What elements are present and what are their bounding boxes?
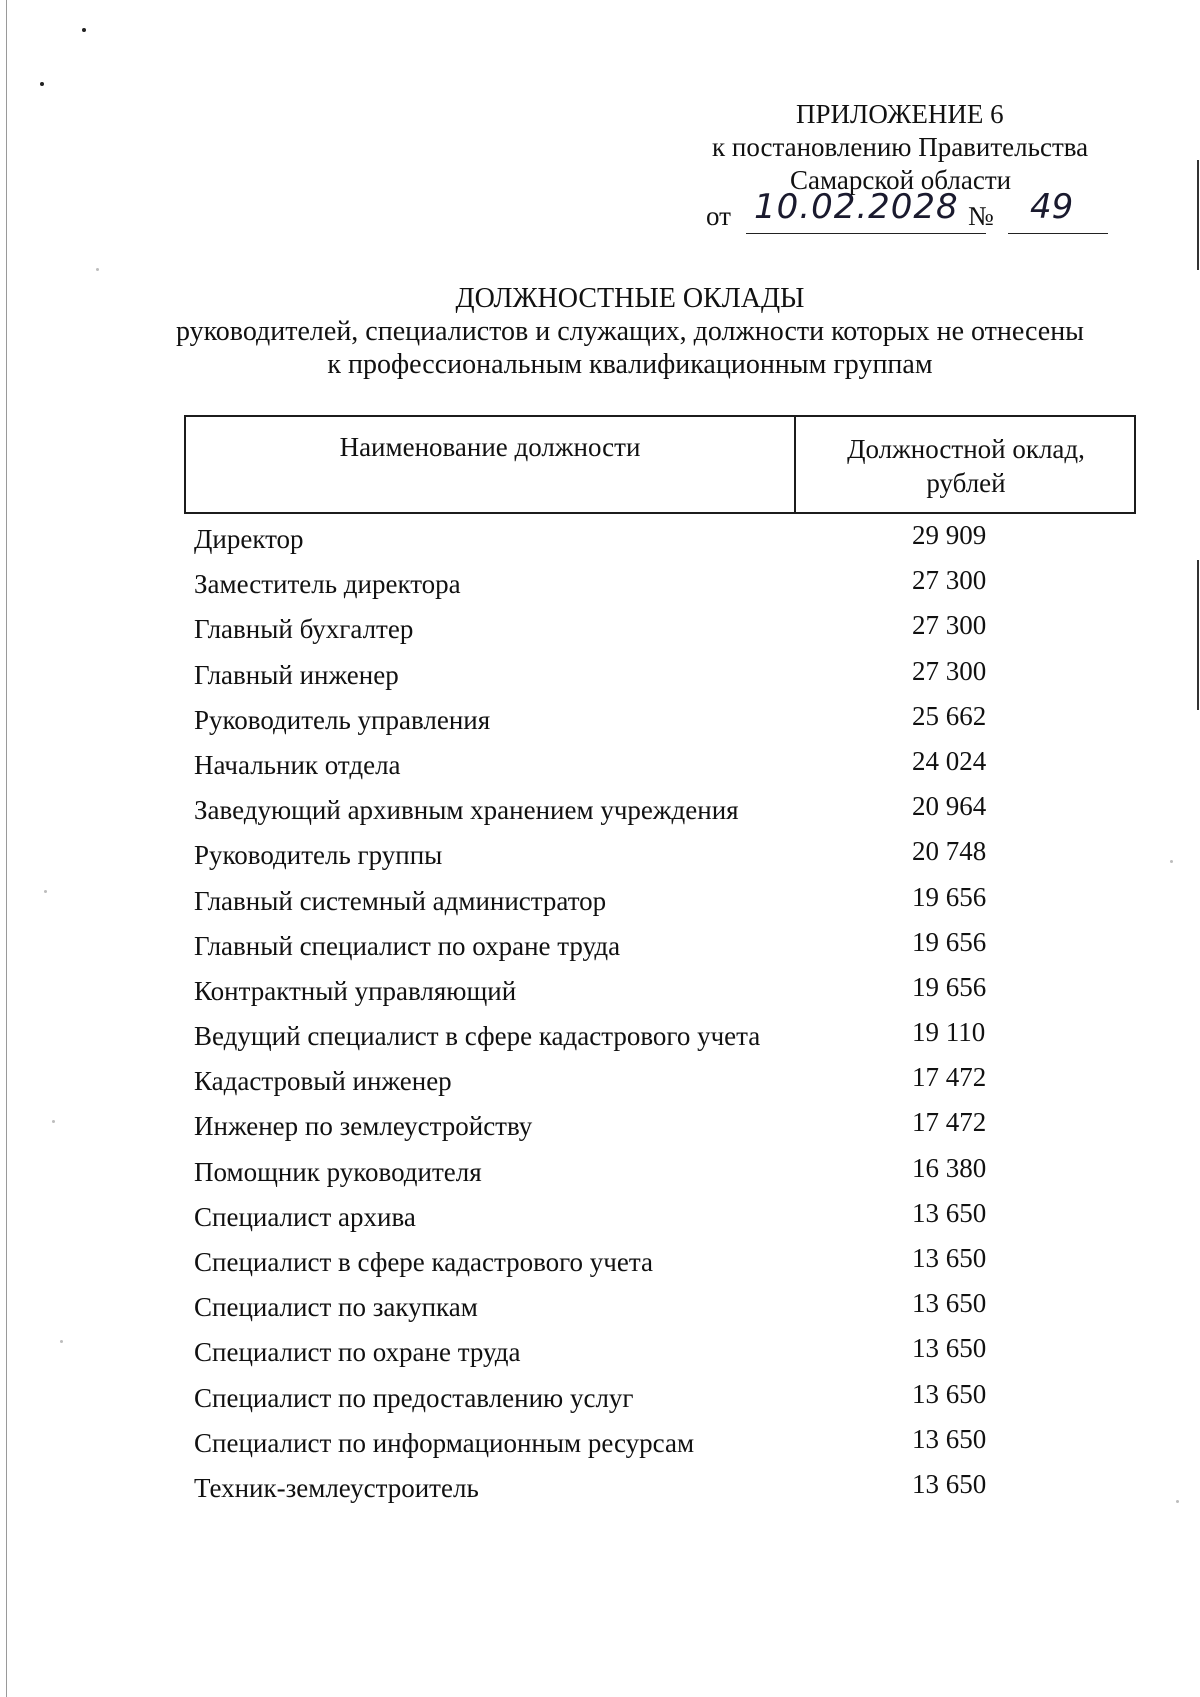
- position-name: Начальник отдела: [194, 749, 401, 780]
- scan-speck: [60, 1340, 63, 1343]
- appendix-dateline: [650, 187, 1110, 237]
- table-row: [194, 1062, 1134, 1111]
- position-name: Руководитель группы: [194, 840, 443, 871]
- scan-speck: [44, 890, 47, 893]
- position-name: Заместитель директора: [194, 569, 461, 600]
- heading-subtitle-line2: к профессиональным квалификационным группам: [327, 349, 933, 380]
- table-row: [194, 836, 1134, 885]
- scan-speck: [96, 268, 99, 271]
- position-name: Контрактный управляющий: [194, 975, 517, 1006]
- table-row: [194, 1017, 1134, 1066]
- position-name: Помощник руководителя: [194, 1156, 482, 1187]
- column-header-salary-line1: Должностной оклад,: [847, 434, 1085, 464]
- table-row: [194, 1243, 1134, 1292]
- number-sign: №: [968, 201, 994, 231]
- scan-speck: [40, 82, 44, 86]
- scan-left-edge: [6, 0, 7, 1697]
- position-name: Специалист по предоставлению услуг: [194, 1382, 634, 1413]
- scan-right-mark: [1197, 560, 1199, 710]
- salary-value: 19 656: [912, 881, 987, 912]
- table-row: [194, 881, 1134, 931]
- appendix-line-resolution: к постановлению Правительства: [712, 132, 1089, 162]
- table-row: [194, 1107, 1134, 1156]
- salary-value: 13 650: [912, 1423, 987, 1454]
- number-field: [1008, 187, 1108, 234]
- heading-title: ДОЛЖНОСТНЫЕ ОКЛАДЫ: [455, 283, 805, 314]
- table-row: [194, 926, 1134, 976]
- column-header-salary-line2: рублей: [926, 468, 1006, 498]
- position-name: Специалист по охране труда: [194, 1337, 521, 1368]
- salary-value: 13 650: [912, 1197, 987, 1228]
- table-row: [194, 1288, 1134, 1337]
- salary-value: 20 748: [912, 836, 987, 867]
- table-row: [194, 520, 1134, 569]
- position-name: Техник-землеустроитель: [194, 1472, 479, 1503]
- appendix-block: [650, 98, 1110, 237]
- table-row: [194, 745, 1134, 795]
- scan-right-mark: [1197, 160, 1199, 270]
- scan-speck: [1170, 860, 1173, 863]
- salary-value: 19 656: [912, 926, 987, 957]
- table-row: [194, 610, 1134, 659]
- salary-value: 20 964: [912, 791, 987, 822]
- salary-value: 13 650: [912, 1333, 987, 1364]
- salary-value: 13 650: [912, 1378, 987, 1409]
- salary-value: 17 472: [912, 1107, 987, 1138]
- position-name: Главный специалист по охране труда: [194, 930, 621, 961]
- salary-value: 13 650: [912, 1243, 987, 1273]
- column-header-position: Наименование должности: [339, 432, 641, 462]
- document-heading: [150, 282, 1110, 381]
- salary-value: 25 662: [912, 700, 987, 731]
- handwritten-number: 49: [1030, 187, 1074, 227]
- table-row: [194, 1333, 1134, 1382]
- table-row: [194, 1378, 1134, 1428]
- position-name: Инженер по землеустройству: [194, 1111, 533, 1142]
- appendix-title: ПРИЛОЖЕНИЕ 6: [796, 99, 1004, 129]
- table-row: [194, 1152, 1134, 1202]
- position-name: Заведующий архивным хранением учреждения: [194, 795, 739, 826]
- handwritten-date: 10.02.2028: [754, 187, 959, 227]
- salary-value: 19 110: [912, 1017, 986, 1048]
- table-row: [194, 655, 1134, 705]
- date-prefix: от: [706, 201, 731, 231]
- salary-value: 24 024: [912, 745, 987, 776]
- salary-value: 27 300: [912, 565, 987, 596]
- table-body: [194, 520, 1134, 1518]
- salary-value: 27 300: [912, 610, 987, 641]
- scan-speck: [52, 1120, 55, 1123]
- position-name: Специалист по закупкам: [194, 1292, 478, 1323]
- salary-value: 13 650: [912, 1468, 987, 1499]
- table-row: [194, 1197, 1134, 1247]
- date-field: [746, 187, 986, 234]
- appendix-line-region: Самарской области: [790, 165, 1012, 195]
- table-row: [194, 791, 1134, 840]
- position-name: Специалист архива: [194, 1201, 416, 1232]
- position-name: Главный инженер: [194, 659, 399, 690]
- salary-value: 13 650: [912, 1288, 987, 1319]
- column-header-salary: [796, 432, 1136, 500]
- position-name: Руководитель управления: [194, 704, 491, 735]
- scan-speck: [82, 28, 86, 32]
- position-name: Главный системный администратор: [194, 885, 607, 916]
- salary-value: 27 300: [912, 655, 987, 686]
- table-row: [194, 565, 1134, 614]
- scan-speck: [1176, 1500, 1179, 1503]
- salary-value: 29 909: [912, 520, 987, 550]
- salary-value: 17 472: [912, 1062, 987, 1093]
- table-row: [194, 971, 1134, 1021]
- salary-value: 16 380: [912, 1152, 987, 1183]
- table-row: [194, 1423, 1134, 1473]
- position-name: Специалист по информационным ресурсам: [194, 1427, 695, 1458]
- position-name: Кадастровый инженер: [194, 1066, 452, 1097]
- salary-value: 19 656: [912, 971, 987, 1002]
- heading-subtitle-line1: руководителей, специалистов и служащих, должности которых не отнесены: [175, 316, 1084, 347]
- position-name: Специалист в сфере кадастрового учета: [194, 1247, 653, 1277]
- position-name: Ведущий специалист в сфере кадастрового учета: [194, 1021, 761, 1052]
- position-name: Директор: [194, 524, 304, 554]
- position-name: Главный бухгалтер: [194, 614, 414, 645]
- table-row: [194, 1468, 1134, 1518]
- table-row: [194, 700, 1134, 750]
- table-header: [184, 415, 1136, 514]
